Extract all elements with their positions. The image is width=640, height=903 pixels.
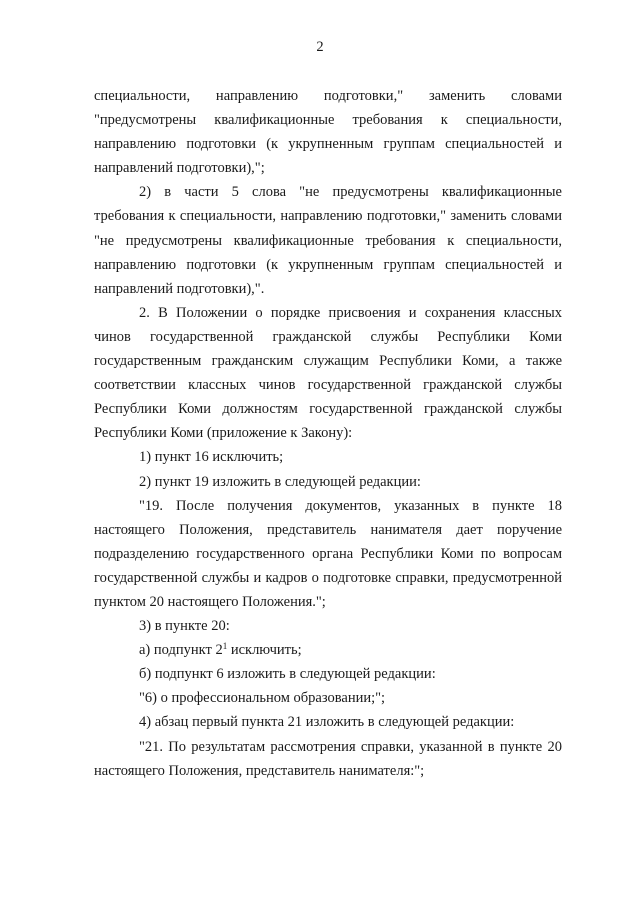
paragraph-item-2-part-5: 2) в части 5 слова "не предусмотрены квалификационные требования к специальности, направлению подготовки," заменить словами "не предусмотрены квалификационные требования к специальности, направлению подготовки (к укрупненным группам специальностей и направлений подготовки),". — [94, 184, 562, 297]
superscript-index: 1 — [222, 641, 228, 652]
paragraph-item-3: 3) в пункте 20: — [139, 618, 230, 635]
paragraph-subitem-a — [94, 638, 562, 662]
subitem-a-tail: исключить; — [227, 642, 302, 659]
subitem-a-text: а) подпункт 2 — [139, 642, 223, 659]
paragraph-section-2: 2. В Положении о порядке присвоения и сохранения классных чинов государственной гражданской службы Республики Коми государственным гражданским служащим Республики Коми, а также соответствии классных чинов государственной гражданской службы Республики Коми должностям государственной гражданской службы Республики Коми (приложение к Закону): — [94, 304, 562, 442]
paragraph-continuation: специальности, направлению подготовки," заменить словами "предусмотрены квалификационные требования к специальности, направлению подготовки (к укрупненным группам специальностей и направлений подготовки),"; — [94, 88, 562, 177]
paragraph-item-1: 1) пункт 16 исключить; — [139, 449, 284, 466]
paragraph-quote-6: "6) о профессиональном образовании;"; — [139, 690, 386, 707]
paragraph-quote-21: "21. По результатам рассмотрения справки, указанной в пункте 20 настоящего Положения, представитель нанимателя:"; — [94, 738, 562, 779]
document-body — [94, 84, 562, 783]
paragraph-quote-19: "19. После получения документов, указанных в пункте 18 настоящего Положения, представитель нанимателя дает поручение подразделению государственного органа Республики Коми по вопросам государственной службы и кадров о подготовке справки, предусмотренной пунктом 20 настоящего Положения."; — [94, 497, 562, 610]
page-number: 2 — [316, 39, 324, 55]
paragraph-item-4: 4) абзац первый пункта 21 изложить в следующей редакции: — [139, 714, 515, 731]
paragraph-item-2: 2) пункт 19 изложить в следующей редакции: — [139, 473, 421, 490]
paragraph-subitem-b: б) подпункт 6 изложить в следующей редакции: — [139, 666, 436, 683]
